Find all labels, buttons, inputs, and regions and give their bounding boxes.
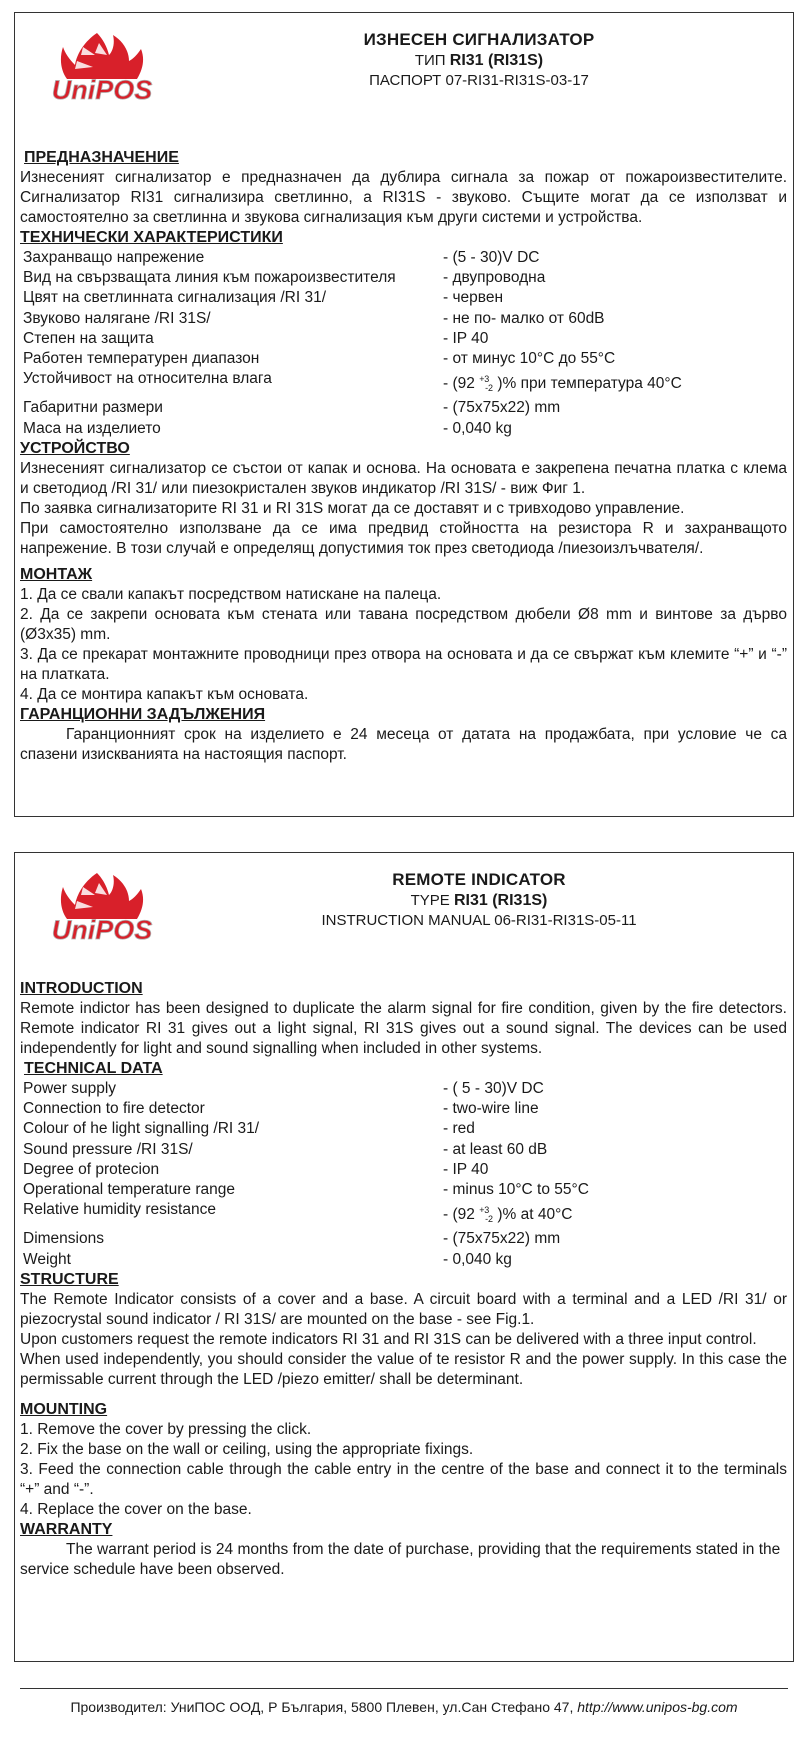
english-manual-panel bbox=[14, 852, 794, 1662]
type-prefix: TYPE bbox=[410, 892, 450, 909]
document-number: ПАСПОРТ 07-RI31-RI31S-03-17 bbox=[369, 72, 589, 89]
header bbox=[185, 29, 773, 91]
mounting-heading: МОНТАЖ bbox=[20, 565, 93, 583]
spec-row: Sound pressure /RI 31S/ - at least 60 dB bbox=[23, 1140, 548, 1158]
spec-table bbox=[20, 1079, 787, 1270]
spec-row: Connection to fire detector - two-wire line bbox=[23, 1100, 539, 1118]
document-title: ИЗНЕСЕН СИГНАЛИЗАТОР bbox=[363, 30, 595, 49]
structure-paragraph: При самостоятелно използване да се има предвид стойността на резистора R и захранващото напрежение. В този случай е определящ допустимия ток през светодиода /пиезоизлъчвателя/. bbox=[20, 519, 787, 557]
unipos-logo bbox=[37, 865, 167, 957]
manufacturer-address: Производител: УниПОС ООД, Р България, 5800 Плевен, ул.Сан Стефано 47, bbox=[70, 1699, 578, 1715]
spec-row: Цвят на светлинната сигнализация /RI 31/ - червен bbox=[23, 289, 504, 307]
structure-paragraph: When used independently, you should consider the value of te resistor R and the power supply. In this case the permissable current through the LED /piezo emitter/ shall be determinant. bbox=[20, 1350, 787, 1388]
warranty-heading: WARRANTY bbox=[20, 1520, 113, 1538]
type-prefix: ТИП bbox=[414, 52, 446, 69]
mounting-heading: MOUNTING bbox=[20, 1400, 108, 1418]
tech-heading: ТЕХНИЧЕСКИ ХАРАКТЕРИСТИКИ bbox=[20, 229, 283, 246]
spec-row: Operational temperature range - minus 10°C to 55°C bbox=[23, 1181, 589, 1199]
spec-row: Power supply - ( 5 - 30)V DC bbox=[23, 1080, 544, 1097]
tech-heading: TECHNICAL DATA bbox=[24, 1060, 163, 1077]
bulgarian-manual-panel bbox=[14, 12, 794, 817]
unipos-logo bbox=[37, 25, 167, 117]
logo-wordmark: UniPOS bbox=[51, 915, 153, 945]
warranty-heading: ГАРАНЦИОННИ ЗАДЪЛЖЕНИЯ bbox=[20, 705, 266, 723]
structure-paragraph: The Remote Indicator consists of a cover and a base. A circuit board with a terminal and a LED /RI 31/ or piezocrystal sound indicator / RI 31S/ are mounted on the base - see Fig.1. bbox=[20, 1290, 787, 1328]
structure-paragraph: Изнесеният сигнализатор се състои от капак и основа. На основата е закрепена печатна платка с клема и светодиод /RI 31/ или пиезокристален звуков индикатор /RI 31S/ - виж Фиг 1. bbox=[20, 459, 787, 497]
structure-heading: УСТРОЙСТВО bbox=[20, 439, 130, 457]
spec-row: Weight - 0,040 kg bbox=[23, 1250, 512, 1268]
content bbox=[20, 148, 787, 765]
type-model: RI31 (RI31S) bbox=[453, 892, 548, 909]
structure-heading: STRUCTURE bbox=[20, 1270, 119, 1288]
content bbox=[20, 979, 787, 1580]
mounting-step: 1. Remove the cover by pressing the click. bbox=[20, 1420, 312, 1438]
spec-row: Устойчивост на относителна влага - (92 $^{+3}_{-2}$ )% при температура 40°C bbox=[23, 370, 682, 394]
spec-row: Relative humidity resistance - (92 $^{+3}_{-2}$ )% at 40°C bbox=[23, 1201, 573, 1225]
mounting-step: 3. Feed the connection cable through the cable entry in the centre of the base and connect it to the terminals “+” and “-”. bbox=[20, 1460, 787, 1498]
spec-row: Degree of protecion - IP 40 bbox=[23, 1160, 489, 1178]
spec-row: Маса на изделието - 0,040 kg bbox=[23, 419, 512, 437]
mounting-step: 1. Да се свали капакът посредством натискане на палеца. bbox=[20, 585, 442, 603]
mounting-step: 3. Да се прекарат монтажните проводници през отвора на основата и да се свържат към клемите “+” и “-” на платката. bbox=[20, 645, 787, 683]
structure-paragraph: По заявка сигнализаторите RI 31 и RI 31S могат да се доставят и с тривходово управление. bbox=[20, 499, 685, 517]
type-line bbox=[185, 891, 773, 911]
spec-row: Степен на защита - IP 40 bbox=[23, 329, 489, 347]
manufacturer-website-link[interactable]: http://www.unipos-bg.com bbox=[577, 1699, 738, 1715]
document-number: INSTRUCTION MANUAL 06-RI31-RI31S-05-11 bbox=[321, 912, 637, 929]
spec-row: Вид на свързващата линия към пожароизвестителя - двупроводна bbox=[23, 269, 546, 287]
spec-row: Colour of he light signalling /RI 31/ - red bbox=[23, 1120, 475, 1138]
manufacturer-footer bbox=[0, 1698, 808, 1716]
warranty-text: Гаранционният срок на изделието е 24 месеца от датата на продажбата, при условие че са спазени изискванията на настоящия паспорт. bbox=[20, 725, 787, 763]
footer-divider bbox=[20, 1688, 788, 1689]
spec-row: Звуково налягане /RI 31S/ - не по- малко от 60dB bbox=[23, 309, 605, 327]
mounting-step: 2. Да се закрепи основата към стената или тавана посредством дюбели Ø8 mm и винтове за дърво (Ø3x35) mm. bbox=[20, 605, 787, 643]
structure-paragraph: Upon customers request the remote indicators RI 31 and RI 31S can be delivered with a three input control. bbox=[20, 1330, 757, 1348]
purpose-text: Изнесеният сигнализатор е предназначен да дублира сигнала за пожар от пожароизвестителите. Сигнализатор RI31 сигнализира светлинно, а RI31S - звуково. Същите могат да се използват и самостоятелно за светлинна и звукова сигнализация към други системи и устройства. bbox=[20, 169, 787, 226]
document-title: REMOTE INDICATOR bbox=[392, 870, 566, 889]
mounting-step: 4. Replace the cover on the base. bbox=[20, 1500, 252, 1518]
spec-row: Dimensions - (75x75x22) mm bbox=[23, 1230, 561, 1248]
mounting-step: 2. Fix the base on the wall or ceiling, using the appropriate fixings. bbox=[20, 1440, 474, 1458]
spec-table bbox=[20, 248, 787, 439]
warranty-text: The warrant period is 24 months from the date of purchase, providing that the requirements stated in the service schedule have been observed. bbox=[20, 1540, 781, 1578]
header bbox=[185, 869, 773, 931]
logo-wordmark: UniPOS bbox=[51, 75, 153, 105]
intro-heading: INTRODUCTION bbox=[20, 980, 143, 997]
type-model: RI31 (RI31S) bbox=[449, 52, 544, 69]
spec-row: Работен температурен диапазон - от минус 10°C до 55°C bbox=[23, 350, 616, 368]
mounting-step: 4. Да се монтира капакът към основата. bbox=[20, 685, 309, 703]
spec-row: Габаритни размери - (75x75x22) mm bbox=[23, 399, 561, 417]
intro-text: Remote indictor has been designed to duplicate the alarm signal for fire condition, given by the fire detectors. Remote indicator RI 31 gives out a light signal, RI 31S gives out a sound signal. The devices can be used independently for light and sound signalling when included in other systems. bbox=[20, 1000, 787, 1057]
type-line bbox=[185, 51, 773, 71]
spec-row: Захранващо напрежение - (5 - 30)V DC bbox=[23, 249, 540, 266]
purpose-heading: ПРЕДНАЗНАЧЕНИЕ bbox=[24, 149, 179, 166]
